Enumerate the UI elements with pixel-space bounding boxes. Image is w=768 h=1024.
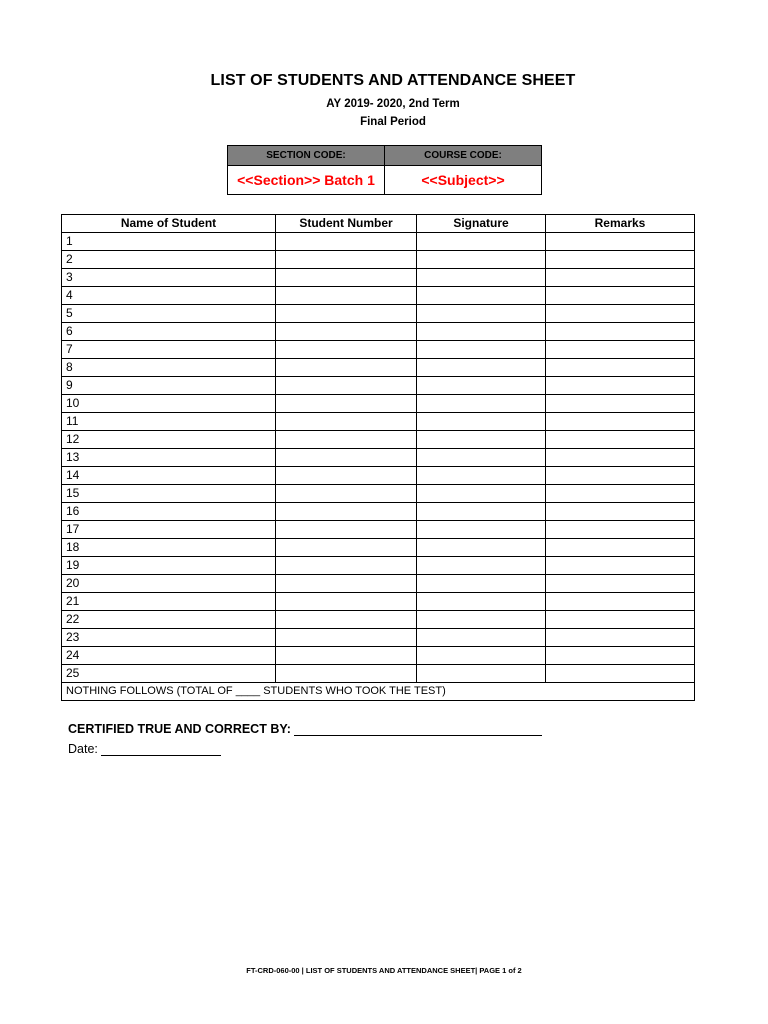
- table-row: [62, 647, 695, 665]
- row-number-name-cell: 22: [62, 611, 276, 629]
- table-row: [62, 413, 695, 431]
- student-number-cell[interactable]: [276, 629, 417, 647]
- row-number-name-cell: 11: [62, 413, 276, 431]
- certified-label: CERTIFIED TRUE AND CORRECT BY:: [68, 722, 291, 736]
- row-number-name-cell: 12: [62, 431, 276, 449]
- signature-cell[interactable]: [417, 269, 546, 287]
- column-header-name: Name of Student: [62, 215, 276, 233]
- signature-cell[interactable]: [417, 431, 546, 449]
- student-number-cell[interactable]: [276, 503, 417, 521]
- student-number-cell[interactable]: [276, 665, 417, 683]
- certified-line: [68, 722, 542, 736]
- signature-cell[interactable]: [417, 665, 546, 683]
- student-number-cell[interactable]: [276, 359, 417, 377]
- roster-table: [61, 214, 695, 701]
- remarks-cell[interactable]: [546, 503, 695, 521]
- student-number-cell[interactable]: [276, 467, 417, 485]
- signature-cell[interactable]: [417, 485, 546, 503]
- remarks-cell[interactable]: [546, 611, 695, 629]
- table-row: [62, 521, 695, 539]
- signature-cell[interactable]: [417, 539, 546, 557]
- remarks-cell[interactable]: [546, 467, 695, 485]
- row-number-name-cell: 20: [62, 575, 276, 593]
- signature-cell[interactable]: [417, 359, 546, 377]
- student-number-cell[interactable]: [276, 305, 417, 323]
- page-footer: FT-CRD-060-00 | LIST OF STUDENTS AND ATTENDANCE SHEET| PAGE 1 of 2: [246, 966, 522, 975]
- section-code-label: SECTION CODE:: [228, 146, 385, 166]
- row-number-name-cell: 8: [62, 359, 276, 377]
- row-number-name-cell: 9: [62, 377, 276, 395]
- signature-cell[interactable]: [417, 323, 546, 341]
- student-number-cell[interactable]: [276, 323, 417, 341]
- row-number-name-cell: 7: [62, 341, 276, 359]
- column-header-signature: Signature: [417, 215, 546, 233]
- table-row: [62, 431, 695, 449]
- roster-header-row: [62, 215, 695, 233]
- table-row: [62, 467, 695, 485]
- table-row: [62, 251, 695, 269]
- remarks-cell[interactable]: [546, 539, 695, 557]
- row-number-name-cell: 19: [62, 557, 276, 575]
- signature-cell[interactable]: [417, 413, 546, 431]
- nothing-follows-note: NOTHING FOLLOWS (TOTAL OF ____ STUDENTS WHO TOOK THE TEST): [62, 683, 695, 701]
- table-row: [62, 323, 695, 341]
- student-number-cell[interactable]: [276, 557, 417, 575]
- table-row: [62, 269, 695, 287]
- student-number-cell[interactable]: [276, 575, 417, 593]
- row-number-name-cell: 3: [62, 269, 276, 287]
- table-row: [62, 485, 695, 503]
- table-row: [62, 395, 695, 413]
- remarks-cell[interactable]: [546, 413, 695, 431]
- roster-body: [62, 233, 695, 683]
- student-number-cell[interactable]: [276, 485, 417, 503]
- remarks-cell[interactable]: [546, 359, 695, 377]
- student-number-cell[interactable]: [276, 287, 417, 305]
- remarks-cell[interactable]: [546, 521, 695, 539]
- row-number-name-cell: 6: [62, 323, 276, 341]
- student-number-cell[interactable]: [276, 341, 417, 359]
- column-header-remarks: Remarks: [546, 215, 695, 233]
- remarks-cell[interactable]: [546, 647, 695, 665]
- signature-cell[interactable]: [417, 593, 546, 611]
- table-row: [62, 557, 695, 575]
- signature-cell[interactable]: [417, 629, 546, 647]
- signature-cell[interactable]: [417, 287, 546, 305]
- table-row: [62, 611, 695, 629]
- student-number-cell[interactable]: [276, 395, 417, 413]
- row-number-name-cell: 18: [62, 539, 276, 557]
- table-row: [62, 359, 695, 377]
- row-number-name-cell: 13: [62, 449, 276, 467]
- signature-cell[interactable]: [417, 251, 546, 269]
- row-number-name-cell: 24: [62, 647, 276, 665]
- remarks-cell[interactable]: [546, 593, 695, 611]
- row-number-name-cell: 15: [62, 485, 276, 503]
- remarks-cell[interactable]: [546, 485, 695, 503]
- row-number-name-cell: 14: [62, 467, 276, 485]
- signature-cell[interactable]: [417, 467, 546, 485]
- academic-year: AY 2019- 2020, 2nd Term: [326, 98, 460, 110]
- row-number-name-cell: 23: [62, 629, 276, 647]
- table-row: [62, 539, 695, 557]
- row-number-name-cell: 16: [62, 503, 276, 521]
- date-blank[interactable]: [101, 743, 221, 756]
- signature-cell[interactable]: [417, 521, 546, 539]
- section-code-value: <<Section>> Batch 1: [228, 166, 385, 195]
- student-number-cell[interactable]: [276, 521, 417, 539]
- remarks-cell[interactable]: [546, 575, 695, 593]
- remarks-cell[interactable]: [546, 665, 695, 683]
- signature-cell[interactable]: [417, 305, 546, 323]
- row-number-name-cell: 4: [62, 287, 276, 305]
- signature-cell[interactable]: [417, 341, 546, 359]
- student-number-cell[interactable]: [276, 539, 417, 557]
- date-label: Date:: [68, 742, 98, 756]
- student-number-cell[interactable]: [276, 233, 417, 251]
- remarks-cell[interactable]: [546, 251, 695, 269]
- signature-cell[interactable]: [417, 557, 546, 575]
- table-row: [62, 575, 695, 593]
- codes-table: [227, 145, 542, 195]
- signature-cell[interactable]: [417, 575, 546, 593]
- signature-cell[interactable]: [417, 503, 546, 521]
- table-row: [62, 233, 695, 251]
- remarks-cell[interactable]: [546, 305, 695, 323]
- student-number-cell[interactable]: [276, 593, 417, 611]
- table-row: [62, 593, 695, 611]
- certified-signature-blank[interactable]: [294, 723, 542, 736]
- table-row: [62, 377, 695, 395]
- row-number-name-cell: 1: [62, 233, 276, 251]
- column-header-student-number: Student Number: [276, 215, 417, 233]
- table-row: [62, 341, 695, 359]
- remarks-cell[interactable]: [546, 341, 695, 359]
- remarks-cell[interactable]: [546, 269, 695, 287]
- signature-cell[interactable]: [417, 233, 546, 251]
- row-number-name-cell: 2: [62, 251, 276, 269]
- remarks-cell[interactable]: [546, 287, 695, 305]
- student-number-cell[interactable]: [276, 611, 417, 629]
- signature-cell[interactable]: [417, 611, 546, 629]
- student-number-cell[interactable]: [276, 251, 417, 269]
- remarks-cell[interactable]: [546, 557, 695, 575]
- row-number-name-cell: 5: [62, 305, 276, 323]
- table-row: [62, 287, 695, 305]
- table-row: [62, 503, 695, 521]
- student-number-cell[interactable]: [276, 647, 417, 665]
- remarks-cell[interactable]: [546, 629, 695, 647]
- table-row: [62, 449, 695, 467]
- document-title: LIST OF STUDENTS AND ATTENDANCE SHEET: [210, 72, 576, 89]
- row-number-name-cell: 25: [62, 665, 276, 683]
- table-row: [62, 629, 695, 647]
- signature-cell[interactable]: [417, 449, 546, 467]
- date-line: [68, 742, 221, 756]
- student-number-cell[interactable]: [276, 413, 417, 431]
- student-number-cell[interactable]: [276, 377, 417, 395]
- remarks-cell[interactable]: [546, 431, 695, 449]
- row-number-name-cell: 10: [62, 395, 276, 413]
- roster-footer-row: [62, 683, 695, 701]
- student-number-cell[interactable]: [276, 269, 417, 287]
- table-row: [62, 305, 695, 323]
- student-number-cell[interactable]: [276, 449, 417, 467]
- student-number-cell[interactable]: [276, 431, 417, 449]
- remarks-cell[interactable]: [546, 233, 695, 251]
- remarks-cell[interactable]: [546, 323, 695, 341]
- row-number-name-cell: 21: [62, 593, 276, 611]
- signature-cell[interactable]: [417, 395, 546, 413]
- table-row: [62, 665, 695, 683]
- course-code-label: COURSE CODE:: [385, 146, 542, 166]
- signature-cell[interactable]: [417, 377, 546, 395]
- remarks-cell[interactable]: [546, 449, 695, 467]
- period: Final Period: [360, 116, 426, 128]
- remarks-cell[interactable]: [546, 395, 695, 413]
- row-number-name-cell: 17: [62, 521, 276, 539]
- course-code-value: <<Subject>>: [385, 166, 542, 195]
- signature-cell[interactable]: [417, 647, 546, 665]
- remarks-cell[interactable]: [546, 377, 695, 395]
